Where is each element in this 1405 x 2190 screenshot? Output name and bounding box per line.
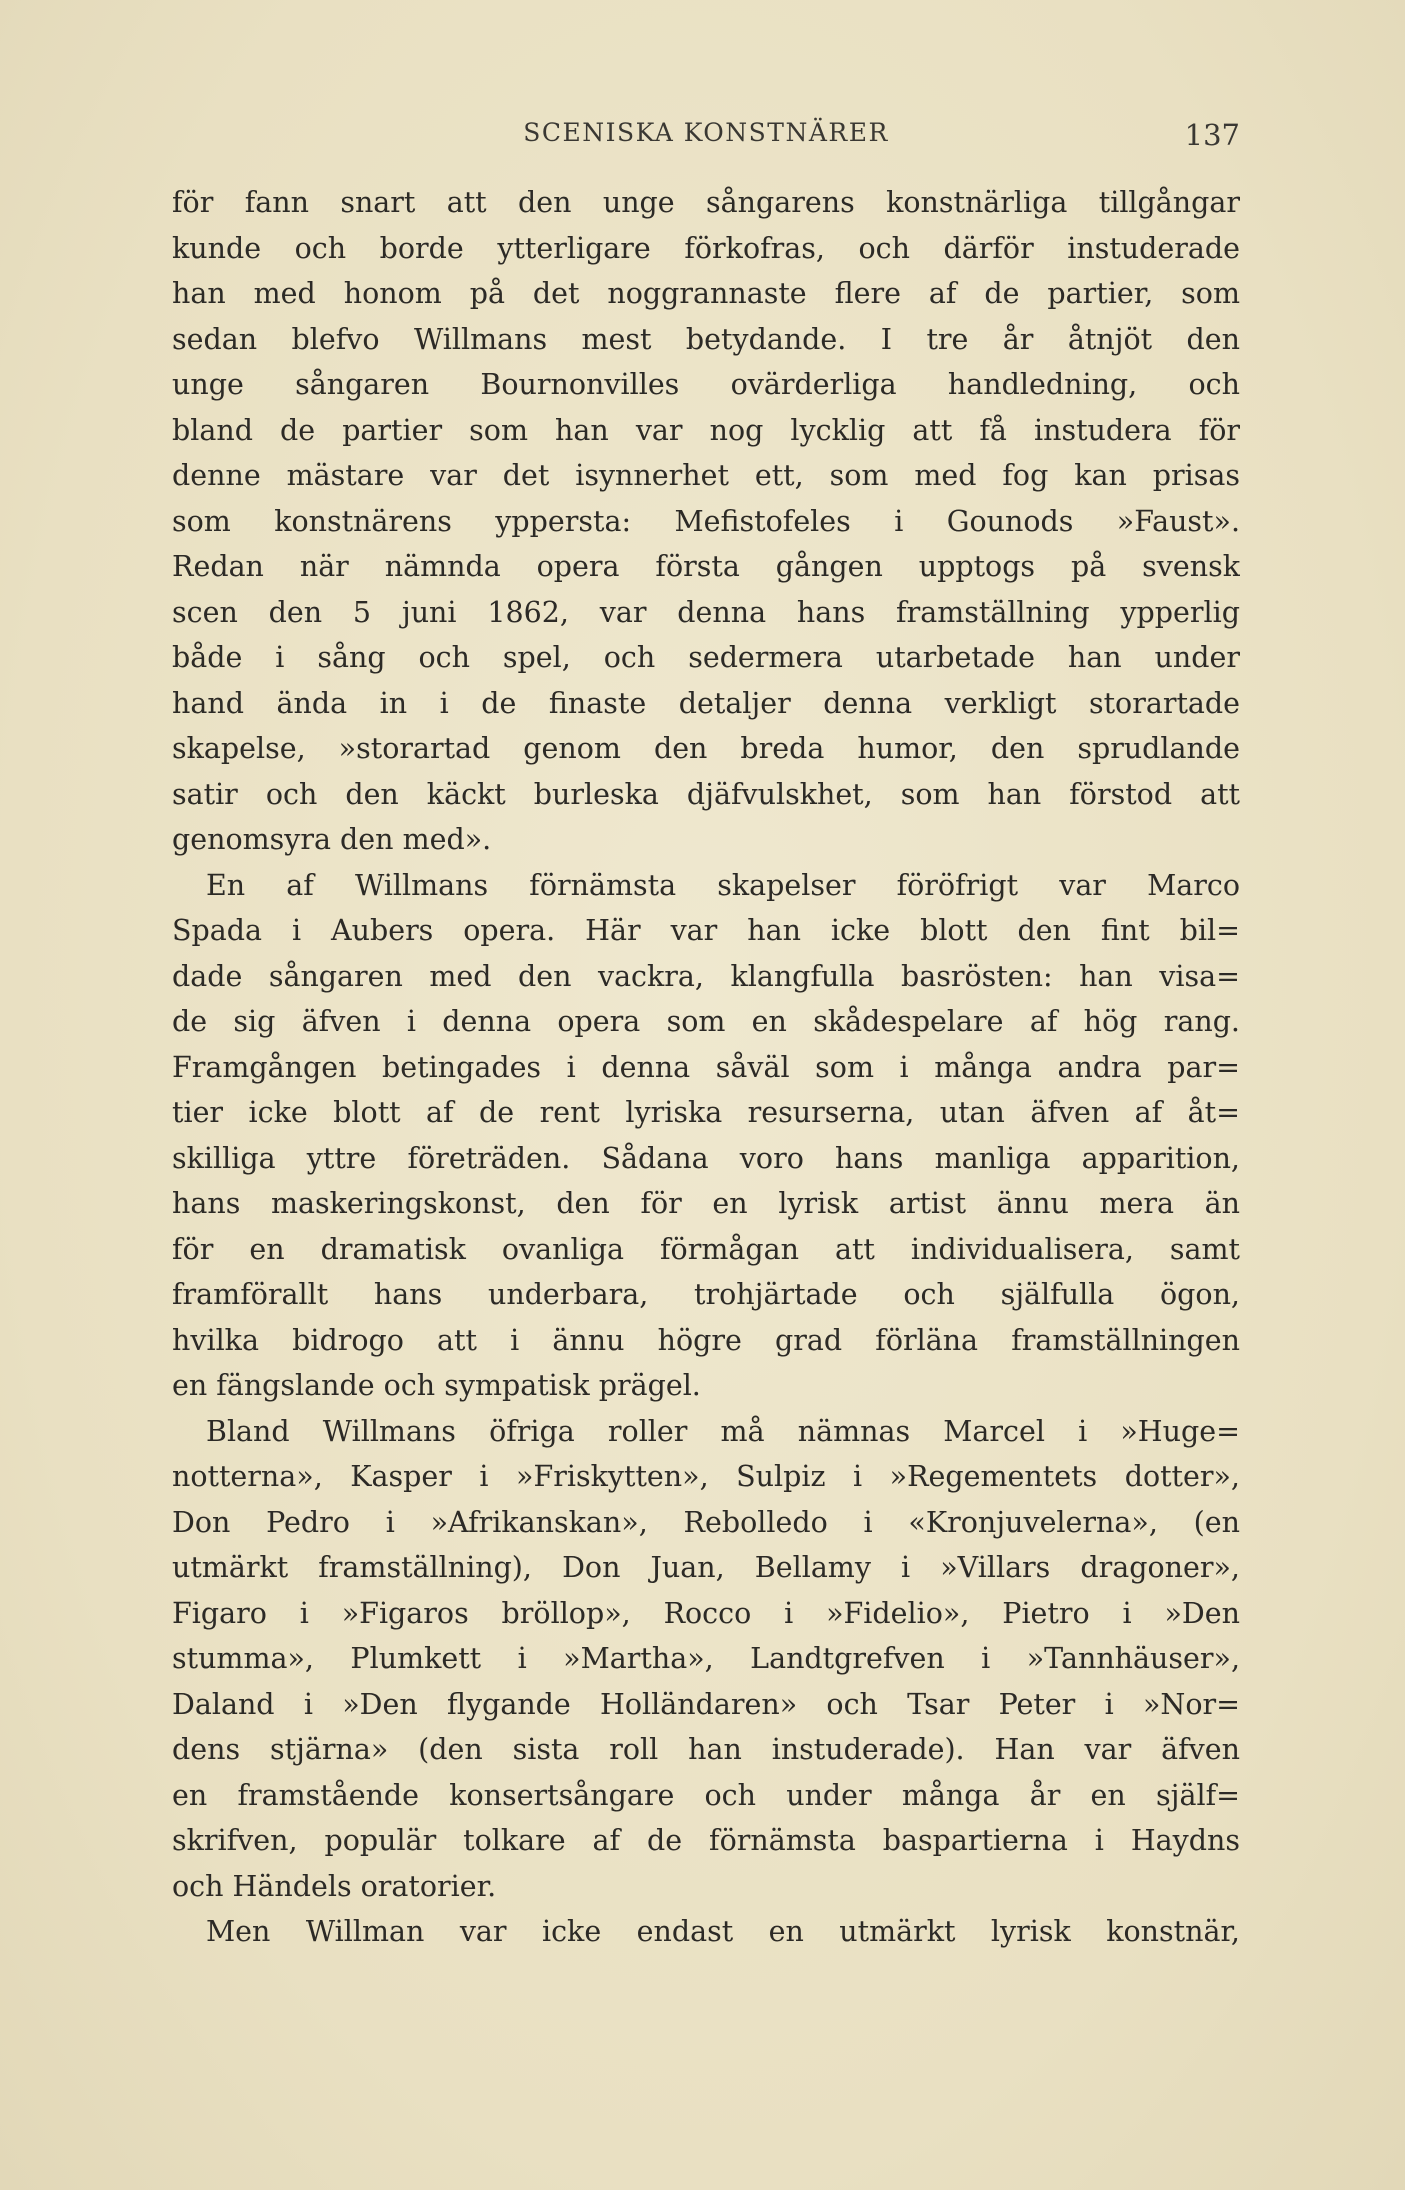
text-line: både i sång och spel, och sedermera utarbetade han under [172,641,1240,674]
text-line: dade sångaren med den vackra, klangfulla basrösten: han visa= [172,959,1240,993]
text-line: han med honom på det noggrannaste flere af de partier, som [172,277,1240,310]
text-line: skrifven, populär tolkare af de förnämsta baspartierna i Haydns [172,1824,1240,1857]
text-line: framförallt hans underbara, trohjärtade och själfulla ögon, [172,1278,1240,1311]
text-line: unge sångaren Bournonvilles ovärderliga handledning, och [172,368,1240,401]
text-line: tier icke blott af de rent lyriska resurserna, utan äfven af åt= [172,1096,1240,1129]
text-line: notterna», Kasper i »Friskytten», Sulpiz i »Regementets dotter», [172,1460,1240,1493]
text-line: en framstående konsertsångare och under många år en själf= [172,1778,1240,1812]
text-line: skilliga yttre företräden. Sådana voro hans manliga apparition, [172,1141,1240,1175]
text-line: Redan när nämnda opera första gången upptogs på svensk [172,550,1240,583]
text-line: satir och den käckt burleska djäfvulskhet, som han förstod att [172,777,1240,811]
text-line: bland de partier som han var nog lycklig att få instudera för [172,413,1240,447]
page-number: 137 [1184,118,1240,152]
text-line: de sig äfven i denna opera som en skådespelare af hög rang. [172,1005,1240,1038]
body-text [172,180,1240,1955]
text-line: för fann snart att den unge sångarens konstnärliga tillgångar [172,186,1240,219]
text-line: scen den 5 juni 1862, var denna hans framställning ypperlig [172,595,1240,629]
text-line: sedan blefvo Willmans mest betydande. I tre år åtnjöt den [172,322,1240,356]
text-line: Bland Willmans öfriga roller må nämnas Marcel i »Huge= [206,1414,1240,1448]
text-line: dens stjärna» (den sista roll han instuderade). Han var äfven [172,1733,1240,1766]
text-line: Framgången betingades i denna såväl som i många andra par= [172,1050,1240,1084]
text-line: för en dramatisk ovanliga förmågan att individualisera, samt [172,1232,1240,1266]
text-line: Don Pedro i »Afrikanskan», Rebolledo i «Kronjuvelerna», (en [172,1505,1240,1539]
text-line: Figaro i »Figaros bröllop», Rocco i »Fidelio», Pietro i »Den [172,1596,1240,1630]
text-line: Men Willman var icke endast en utmärkt lyrisk konstnär, [206,1915,1240,1948]
text-line: hand ända in i de finaste detaljer denna verkligt storartade [172,686,1240,720]
text-line: Spada i Aubers opera. Här var han icke blott den fint bil= [172,914,1240,947]
text-line: hvilka bidrogo att i ännu högre grad förläna framställningen [172,1323,1240,1357]
text-line: en fängslande och sympatisk prägel. [172,1369,701,1402]
text-line: En af Willmans förnämsta skapelser föröfrigt var Marco [206,868,1240,902]
text-line: genomsyra den med». [172,823,492,856]
text-line: som konstnärens yppersta: Mefistofeles i Gounods »Faust». [172,504,1240,538]
text-line: hans maskeringskonst, den för en lyrisk artist ännu mera än [172,1187,1240,1220]
text-line: och Händels oratorier. [172,1869,497,1903]
running-header [172,118,1240,158]
running-title: SCENISKA KONSTNÄRER [523,118,889,147]
text-line: utmärkt framställning), Don Juan, Bellamy i »Villars dragoner», [172,1551,1240,1584]
text-line: stumma», Plumkett i »Martha», Landtgrefven i »Tannhäuser», [172,1642,1240,1675]
text-line: skapelse, »storartad genom den breda humor, den sprudlande [172,732,1240,765]
text-line: Daland i »Den flygande Holländaren» och Tsar Peter i »Nor= [172,1687,1240,1721]
text-line: denne mästare var det isynnerhet ett, som med fog kan prisas [172,459,1240,492]
text-line: kunde och borde ytterligare förkofras, och därför instuderade [172,231,1240,265]
